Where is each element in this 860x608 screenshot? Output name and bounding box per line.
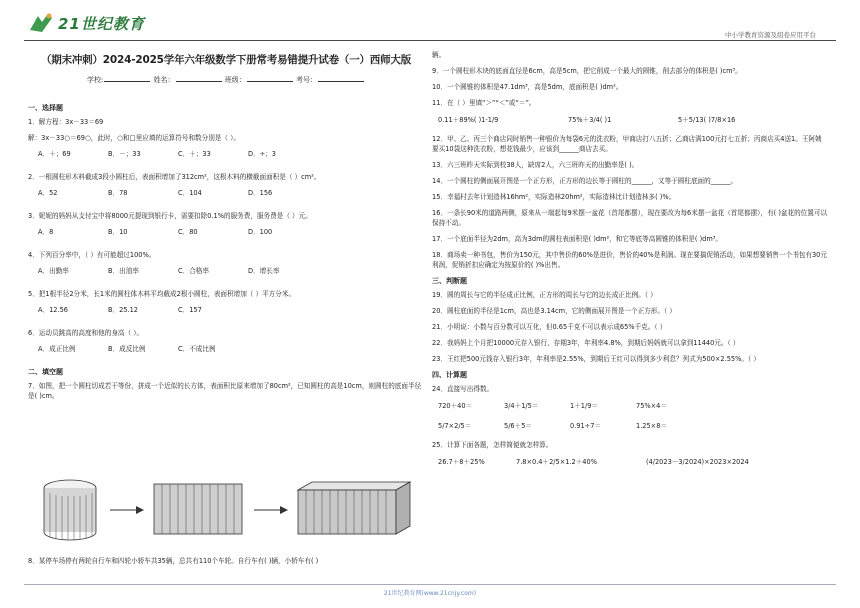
calc-item[interactable]: 720＋40＝ (438, 402, 473, 410)
calc-row-2 (438, 420, 828, 430)
school-blank[interactable] (104, 81, 150, 82)
option[interactable]: C．＋；33 (178, 150, 211, 158)
question-19: 19．圆的周长与它的半径成正比例，正方形的周长与它的边长成正比例。（ ） (432, 291, 657, 299)
option[interactable]: D．156 (248, 189, 273, 197)
number-label: 考号： (296, 76, 318, 84)
platform-label: 中小学教育资源及组卷应用平台 (725, 31, 816, 39)
question-1-options (38, 148, 424, 158)
cylinder-figure (40, 474, 420, 544)
number-blank[interactable] (318, 81, 364, 82)
question-24: 24．直接写出得数。 (432, 385, 494, 393)
option[interactable]: A．＋；69 (38, 150, 71, 158)
option[interactable]: A．52 (38, 189, 58, 197)
logo-mark-icon (28, 12, 54, 34)
question-15: 15．幸福村去年计划造林16hm²，实际造林20hm²，实际造林比计划造林多( )%。 (432, 193, 676, 201)
question-23: 23．王红把500元钱存入银行3年，年利率是2.55%，到期后王红可以得到多少利息？列式为500×2.55%。（ ） (432, 355, 760, 363)
footer-rule (24, 584, 836, 585)
header-rule (24, 40, 836, 41)
calc-row-1 (438, 400, 828, 410)
calc-item[interactable]: (4/2023－3/2024)×2023×2024 (646, 458, 749, 466)
arrow-icon (254, 506, 288, 514)
question-21: 21．小明说：小数与百分数可以互化，但0.65千克不可以表示成65%千克。（ ） (432, 323, 667, 331)
option[interactable]: B．10 (108, 228, 128, 236)
question-1-body: 解：3x－33○＝69○，此时，○和□里应填的运算符号和数分别是（ ）。 (28, 134, 241, 142)
question-14: 14．一个圆柱的侧面展开图是一个正方形，正方形的边长等于圆柱的______，又等于圆柱底面的______。 (432, 177, 738, 185)
right-column (432, 50, 828, 476)
question-3: 3．妮妮的妈妈从支付宝中将8000元提现到银行卡，需要扣除0.1%的服务费，服务费是（ ）元。 (28, 212, 312, 220)
section-heading-judge: 三、判断题 (432, 277, 467, 285)
question-25: 25．计算下面各题，怎样简便就怎样算。 (432, 441, 553, 449)
compare-item[interactable]: 5＋5/13( )7/8×16 (678, 116, 736, 124)
option[interactable]: C．不成比例 (178, 345, 216, 353)
option[interactable]: C．104 (178, 189, 202, 197)
question-3-options (38, 226, 424, 236)
question-11-row (438, 114, 828, 124)
question-13: 13．六三班昨天实际到校38人，缺席2人，六三班昨天的出勤率是( )。 (432, 161, 639, 169)
section-heading-fill: 二、填空题 (28, 368, 63, 376)
compare-item[interactable]: 0.11＋89%( )1-1/9 (438, 116, 499, 124)
option[interactable]: B．78 (108, 189, 128, 197)
question-6: 6．运动员跳高的高度和他的身高（ ）。 (28, 329, 144, 337)
cylinder-drawing (44, 480, 96, 540)
option[interactable]: C．80 (178, 228, 198, 236)
calc-item[interactable]: 0.91÷7＝ (570, 422, 601, 430)
sectors-drawing (154, 484, 242, 534)
class-label: 班级： (224, 76, 246, 84)
question-20: 20．圆柱底面的半径是1cm，高也是3.14cm，它的侧面展开图是一个正方形。（ ） (432, 307, 676, 315)
calc-item[interactable]: 1.25×8＝ (636, 422, 667, 430)
question-18: 18．商场卖一种书包，售价为150元，其中售价的60%是进价，售价的40%是利润。现在要搞促销活动，如果想要销售一个书包有30元利润，促销折扣应确定为按原价的( )%出售。 (432, 251, 827, 269)
paper-title: （期末冲刺）2024-2025学年六年级数学下册常考易错提升试卷（一）西师大版 (40, 54, 411, 66)
option[interactable]: A．成正比例 (38, 345, 76, 353)
cuboid-drawing (298, 482, 410, 534)
question-5-options (38, 304, 424, 314)
question-12: 12．甲、乙、丙三个商店同时销售一种银价为每袋6元的洗衣粉，甲商店打八五折；乙商店满100元打七五折；丙商店买4送1。王阿姨要买10袋这种洗衣粉，想花钱最少，应该到______商店去买。 (432, 135, 822, 153)
logo-text: 21世纪教育 (58, 15, 145, 33)
question-8: 8．某停车场停有两轮自行车和四轮小轿车共35辆，总共有110个车轮。自行车有( )辆，小轿车有( ) (28, 557, 319, 565)
option[interactable]: A．8 (38, 228, 54, 236)
question-22: 22．我妈妈上个月把10000元存入银行，存期3年，年利率4.8%，到期后妈妈就可以拿到11440元。（ ） (432, 339, 740, 347)
name-label: 姓名： (153, 76, 175, 84)
compare-item[interactable]: 75%＋3/4( )1 (568, 116, 612, 124)
option[interactable]: A．12.56 (38, 306, 68, 314)
question-9: 9．一个圆柱形木块的底面直径是6cm，高是5cm，把它削成一个最大的圆锥，削去部分的体积是( )cm³。 (432, 67, 742, 75)
question-2: 2．一根圆柱形木料截成3段小圆柱后，表面积增加了312cm²，这根木料的横截面面积是（ ）cm²。 (28, 173, 321, 181)
option[interactable]: D．增长率 (248, 267, 280, 275)
calc-row-3 (438, 456, 828, 466)
option[interactable]: B．出油率 (108, 267, 139, 275)
left-column (28, 52, 424, 407)
calc-item[interactable]: 26.7＋8＋25% (438, 458, 485, 466)
option[interactable]: D．÷；3 (248, 150, 276, 158)
option[interactable]: C．157 (178, 306, 202, 314)
school-label: 学校: (86, 76, 104, 84)
question-1: 1．解方程：3x－33＝69 (28, 118, 104, 126)
question-10: 10．一个圆锥的体积是47.1dm³，高是5dm，底面积是( )dm²。 (432, 83, 623, 91)
question-2-options (38, 187, 424, 197)
calc-item[interactable]: 1＋1/9＝ (570, 402, 598, 410)
option[interactable]: A．出勤率 (38, 267, 69, 275)
class-blank[interactable] (247, 81, 293, 82)
option[interactable]: B．25.12 (108, 306, 138, 314)
question-4: 4．下列百分率中，（ ）有可能超过100%。 (28, 251, 156, 259)
arrow-icon (110, 506, 144, 514)
question-7: 7．如图，把一个圆柱切成若干等份，拼成一个近似的长方体，表面积比原来增加了80cm²，已知圆柱的高是10cm，则圆柱的底面半径是( )cm。 (28, 382, 422, 400)
question-5: 5．把1根半径2分米，长1米的圆柱体木料平均截成2根小圆柱，表面积增加（ ）平方分米。 (28, 290, 296, 298)
footer-link[interactable]: 21世纪教育网(www.21cnjy.com) (383, 590, 477, 597)
calc-item[interactable]: 5/7×2/5＝ (438, 422, 472, 430)
question-6-options (38, 343, 424, 353)
option[interactable]: D．100 (248, 228, 273, 236)
option[interactable]: B．－；33 (108, 150, 141, 158)
calc-item[interactable]: 5/6＋5＝ (504, 422, 532, 430)
site-logo (28, 10, 188, 36)
question-17: 17．一个底面半径为2dm，高为3dm的圆柱表面积是( )dm²，和它等底等高圆锥的体积是( )dm³。 (432, 235, 722, 243)
section-heading-choice: 一、选择题 (28, 104, 63, 112)
question-8-end: 辆。 (432, 51, 446, 59)
student-info (28, 75, 424, 85)
option[interactable]: C．合格率 (178, 267, 209, 275)
name-blank[interactable] (176, 81, 222, 82)
section-heading-calc: 四、计算题 (432, 371, 467, 379)
calc-item[interactable]: 75%×4＝ (636, 402, 667, 410)
calc-item[interactable]: 3/4＋1/5＝ (504, 402, 539, 410)
question-16: 16．一条长90米的道路两侧，原来从一端起每9米摆一盆花（首尾都摆），现在要改为每6米摆一盆花（首尾都摆），有( )盆花的位置可以保持不动。 (432, 209, 828, 227)
question-11: 11．在（ ）里填“＞”“＜”或“＝”。 (432, 99, 536, 107)
question-4-options (38, 265, 424, 275)
option[interactable]: B．成反比例 (108, 345, 146, 353)
calc-item[interactable]: 7.8×0.4＋2/5×1.2＋40% (516, 458, 597, 466)
